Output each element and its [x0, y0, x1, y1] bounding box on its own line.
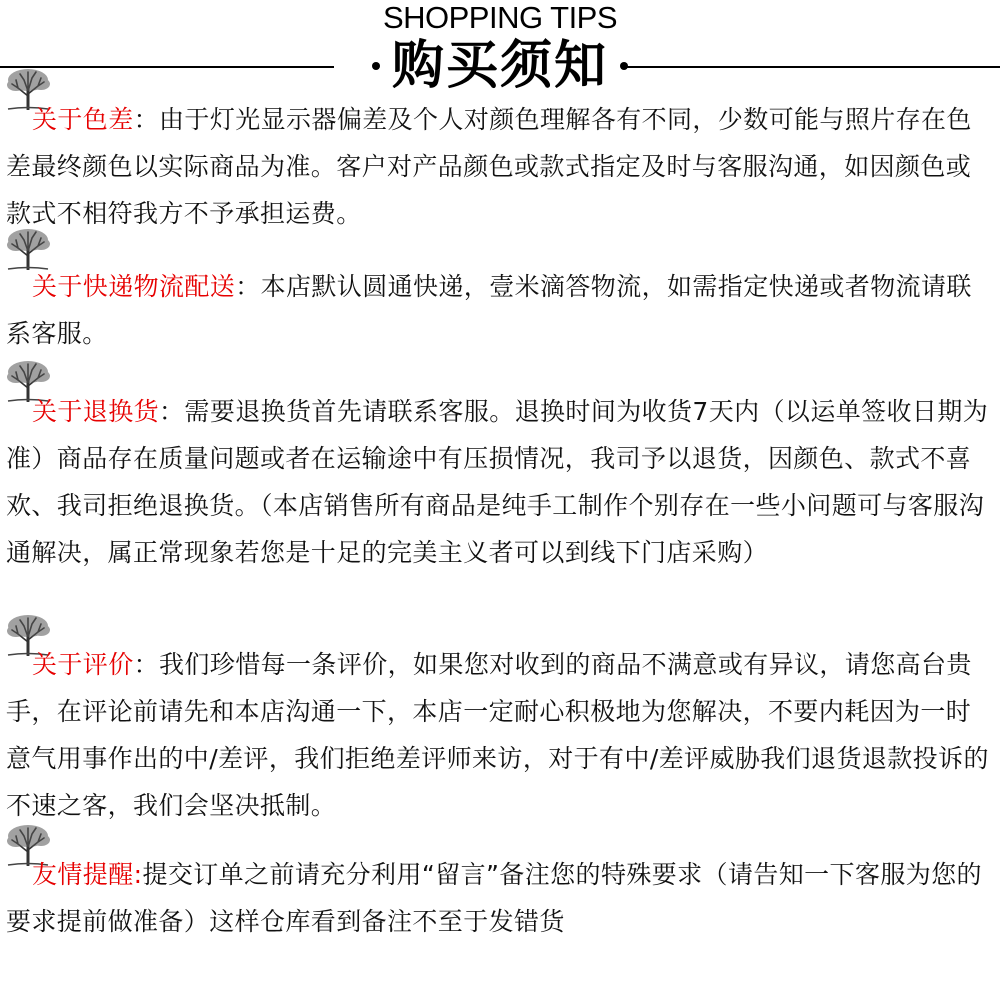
section-label: 关于退换货 — [32, 397, 160, 426]
header-title-cn: 购买须知 — [391, 36, 608, 96]
section-text: 我们珍惜每一条评价，如果您对收到的商品不满意或有异议，请您高台贵手，在评论前请先和本店沟通一下，本店一定耐心积极地为您解决，不要内耗因为一时意气用事作出的中/差评，我们拒绝差评师来访，对于有中/差评威胁我们退货退款投诉的不速之客，我们会坚决抵制。 — [6, 650, 989, 820]
header-dot-right — [620, 62, 628, 70]
header-title-cn-wrap — [0, 36, 1000, 96]
section-paragraph — [6, 263, 996, 357]
section-text: 需要退换货首先请联系客服。退换时间为收货7天内（以运单签收日期为准）商品存在质量问题或者在运输途中有压损情况，我司予以退货，因颜色、款式不喜欢、我司拒绝退换货。（本店销售所有商品是纯手工制作个别存在一些小问题可与客服沟通解决，属正常现象若您是十足的完美主义者可以到线下门店采购） — [6, 397, 989, 567]
header-dot-left — [372, 62, 380, 70]
section-paragraph — [6, 388, 996, 576]
section-separator: ： — [159, 397, 185, 426]
section-paragraph — [6, 96, 996, 237]
section-paragraph — [6, 641, 996, 829]
section-label: 关于评价 — [32, 650, 134, 679]
section-text: 由于灯光显示器偏差及个人对颜色理解各有不同，少数可能与照片存在色差最终颜色以实际商品为准。客户对产品颜色或款式指定及时与客服沟通，如因颜色或款式不相符我方不予承担运费。 — [6, 105, 972, 228]
header-title-en: SHOPPING TIPS — [382, 0, 618, 35]
section-text: 提交订单之前请充分利用“留言”备注您的特殊要求（请告知一下客服为您的要求提前做准备）这样仓库看到备注不至于发错货 — [6, 860, 982, 936]
section-label: 友情提醒 — [32, 860, 134, 889]
section-paragraph — [6, 851, 996, 945]
section-label: 关于色差 — [32, 105, 134, 134]
section-text: 本店默认圆通快递，壹米滴答物流，如需指定快递或者物流请联系客服。 — [6, 272, 972, 348]
section-separator: ： — [133, 105, 160, 134]
section-separator: ： — [235, 272, 261, 301]
page-header — [0, 0, 1000, 100]
section-label: 关于快递物流配送 — [32, 272, 236, 301]
section-separator: ： — [133, 650, 160, 679]
section-separator: : — [133, 860, 143, 889]
